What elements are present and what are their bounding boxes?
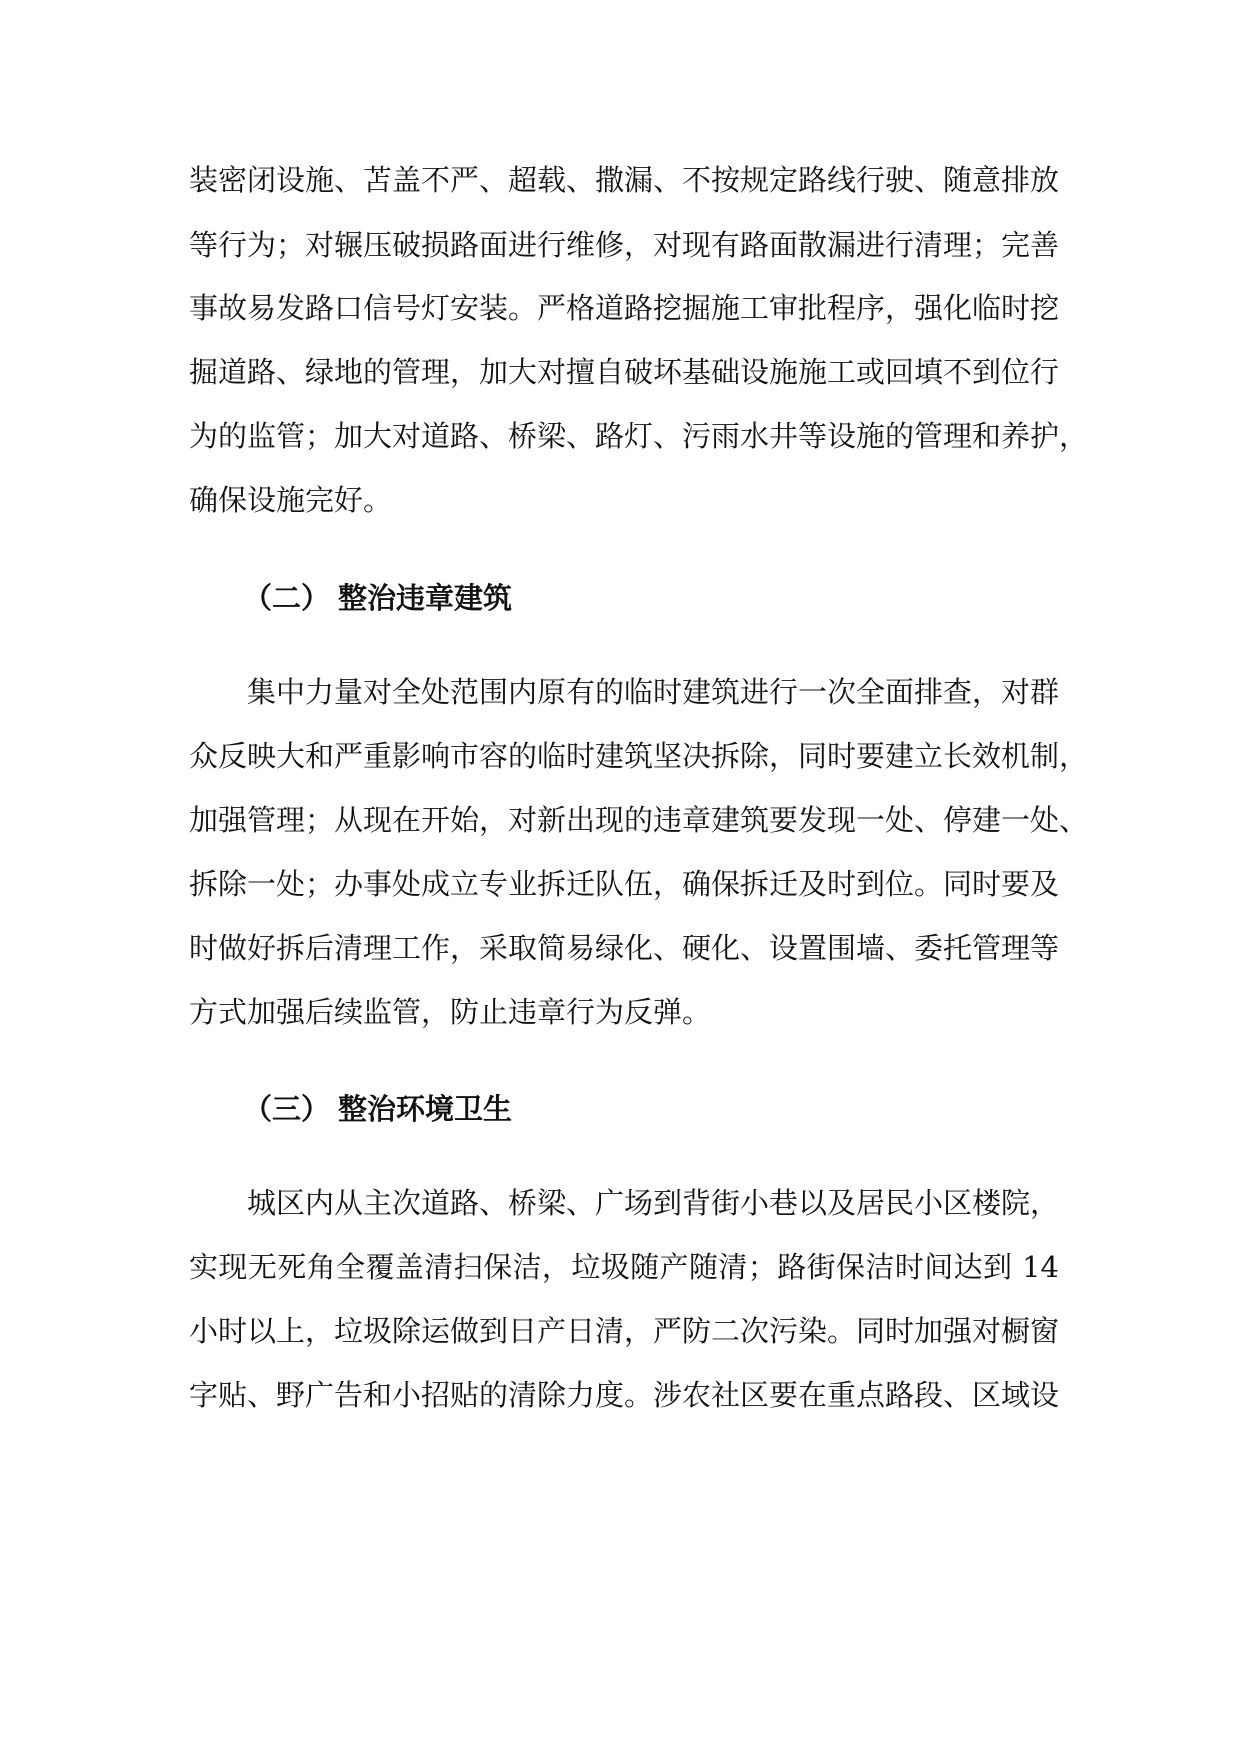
paragraph-line: 加强管理；从现在开始，对新出现的违章建筑要发现一处、停建一处、 [189, 803, 1089, 837]
section-number: （三） [243, 1092, 331, 1126]
paragraph-line: 方式加强后续监管，防止违章行为反弹。 [189, 995, 712, 1029]
section-heading [243, 1089, 512, 1129]
section-title: 整治违章建筑 [338, 581, 513, 615]
paragraph-line: 为的监管；加大对道路、桥梁、路灯、污雨水井等设施的管理和养护， [189, 419, 1089, 453]
paragraph-line: 等行为；对辗压破损路面进行维修，对现有路面散漏进行清理；完善 [189, 228, 1060, 262]
paragraph-line: 时做好拆后清理工作，采取简易绿化、硬化、设置围墙、委托管理等 [189, 931, 1060, 965]
section-number: （二） [243, 581, 331, 615]
paragraph-line: 拆除一处；办事处成立专业拆迁队伍，确保拆迁及时到位。同时要及 [189, 867, 1060, 901]
paragraph-line: 装密闭设施、苫盖不严、超载、撒漏、不按规定路线行驶、随意排放 [189, 163, 1060, 197]
paragraph-line: 集中力量对全处范围内原有的临时建筑进行一次全面排查，对群 [247, 675, 1060, 709]
paragraph-line: 小时以上，垃圾除运做到日产日清，严防二次污染。同时加强对橱窗 [189, 1314, 1060, 1348]
paragraph-line: 掘道路、绿地的管理，加大对擅自破坏基础设施施工或回填不到位行 [189, 355, 1060, 389]
paragraph-line: 字贴、野广告和小招贴的清除力度。涉农社区要在重点路段、区域设 [189, 1378, 1060, 1412]
paragraph-line: 实现无死角全覆盖清扫保洁，垃圾随产随清；路街保洁时间达到 14 [189, 1250, 1059, 1284]
section-title: 整治环境卫生 [338, 1092, 513, 1126]
paragraph-line: 事故易发路口信号灯安装。严格道路挖掘施工审批程序，强化临时挖 [189, 291, 1060, 325]
section-heading [243, 578, 512, 618]
paragraph-line: 确保设施完好。 [189, 483, 393, 517]
paragraph-line: 众反映大和严重影响市容的临时建筑坚决拆除，同时要建立长效机制， [189, 739, 1089, 773]
paragraph-line: 城区内从主次道路、桥梁、广场到背街小巷以及居民小区楼院， [247, 1186, 1060, 1220]
